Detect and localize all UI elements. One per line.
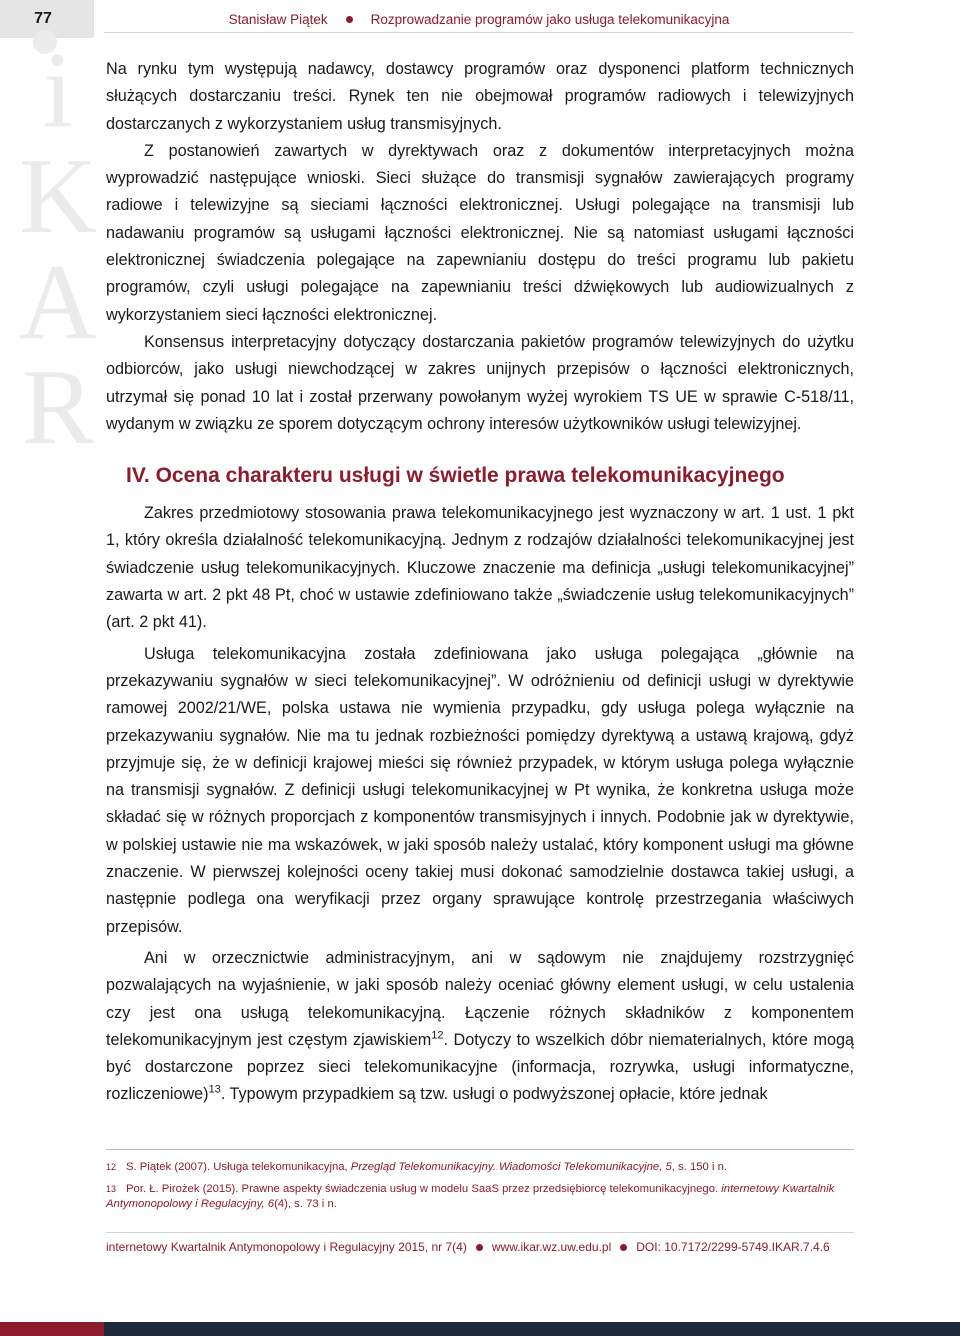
paragraph-6-part-b: . Dotyczy to wszelkich dóbr niematerialnych, które mogą być dostarczone poprzez sieci telekomunikacyjne (informacja, rozrywka, usługi informatyczne, rozliczeniowe) (106, 1030, 854, 1104)
paragraph-5: Usługa telekomunikacyjna została zdefiniowana jako usługa polegająca „głównie na przekazywaniu sygnałów w sieci telekomunikacyjnej”. W odróżnieniu od definicji usługi w dyrektywie ramowej 2002/21/WE, polska ustawa nie wymienia przypadku, gdy usługa polega wyłącznie na przekazywaniu sygnałów. Nie ma tu jednak rozbieżności pomiędzy dyrektywą a ustawą krajową, gdyż przyjmuje się, że w definicji krajowej mieści się również przypadek, w którym usługa polega wyłącznie na transmisji sygnałów. Z definicji usługi telekomunikacyjnej w Pt wynika, że konkretna usługa może składać się w różnych proporcjach z komponentów transmisyjnych i innych. Podobnie jak w dyrektywie, w polskiej ustawie nie ma wskazówek, w jaki sposób należy ustalać, który komponent usługi ma główne znaczenie. W pierwszej kolejności oceny takiej musi dokonać samodzielnie dostawca takiej usługi, a następnie podlega ona weryfikacji przez organy sprawujące kontrolę przestrzegania właściwych przepisów. (106, 644, 854, 936)
footnote-source: Przegląd Telekomunikacyjny. Wiadomości Telekomunikacyjne, 5 (350, 1161, 672, 1173)
section-heading: IV. Ocena charakteru usługi w świetle prawa telekomunikacyjnego (126, 464, 785, 488)
header-author: Stanisław Piątek (228, 12, 328, 27)
footnotes (106, 1160, 854, 1219)
footnote-number: 13 (106, 1184, 117, 1194)
header-rule (104, 32, 854, 33)
footnote-source: internetowy Kwartalnik Antymonopolowy i Regulacyjny, 6 (106, 1183, 835, 1210)
footnote-rule (106, 1149, 854, 1150)
footnote-pages: , s. 150 i n. (671, 1161, 728, 1173)
sidebar-letter-r: R (21, 348, 95, 468)
footer-rule (106, 1232, 854, 1233)
main-text (106, 56, 854, 1109)
footnote-text: Por. Ł. Pirożek (2015). Prawne aspekty świadczenia usług w modelu SaaS przez przedsiębiorcę telekomunikacyjnego. (126, 1183, 722, 1195)
bottom-bar-navy (104, 1322, 960, 1336)
footer-journal: internetowy Kwartalnik Antymonopolowy i Regulacyjny 2015, nr 7(4) (106, 1240, 467, 1254)
sidebar-letter-k: K (19, 136, 97, 256)
footnote-text: S. Piątek (2007). Usługa telekomunikacyjna, (126, 1161, 351, 1173)
ikar-sidebar-logo (18, 30, 98, 468)
header-bullet (346, 16, 353, 23)
sidebar-letter-a: A (19, 242, 97, 362)
footer-bullet (620, 1244, 627, 1251)
footer-doi[interactable]: DOI: 10.7172/2299-5749.IKAR.7.4.6 (636, 1240, 830, 1254)
bottom-bar-accent (0, 1322, 104, 1336)
paragraph-1: Na rynku tym występują nadawcy, dostawcy programów oraz dysponenci platform technicznych służących dostarczaniu treści. Rynek ten nie obejmował programów radiowych i telewizyjnych dostarczanych z wykorzystaniem usług transmisyjnych. (106, 60, 854, 133)
paragraph-6 (106, 945, 854, 1109)
running-header (104, 12, 854, 27)
sidebar-letter-i: i (42, 31, 73, 150)
paragraph-2: Z postanowień zawartych w dyrektywach oraz z dokumentów interpretacyjnych można wyprowadzić następujące wnioski. Sieci służące do transmisji sygnałów zawierających programy radiowe i telewizyjne są sieciami łączności elektronicznej. Usługi polegające na transmisji lub nadawaniu programów są usługami łączności elektronicznej. Nie są natomiast usługami łączności elektronicznej świadczenia polegające na zapewnianiu dostępu do treści programu lub pakietu programów, czyli usługi polegające na zapewnianiu treści dźwiękowych lub audiowizualnych z wykorzystaniem sieci łączności elektronicznej. (106, 141, 854, 324)
page-number: 77 (34, 10, 52, 27)
footnote-13 (106, 1182, 854, 1212)
footnote-ref-12[interactable]: 12 (431, 1029, 444, 1042)
footnote-12 (106, 1160, 854, 1175)
page-footer (106, 1240, 854, 1254)
footer-bullet (476, 1244, 483, 1251)
footnote-number: 12 (106, 1162, 117, 1172)
paragraph-6-part-a: Ani w orzecznictwie administracyjnym, ani w sądowym nie znajdujemy rozstrzygnięć pozwalających na wyjaśnienie, w jaki sposób należy oceniać główny element usługi, w celu ustalenia czy jest ona usługą telekomunikacyjną. Łączenie różnych składników z komponentem telekomunikacyjnym jest częstym zjawiskiem (106, 948, 854, 1049)
paragraph-4: Zakres przedmiotowy stosowania prawa telekomunikacyjnego jest wyznaczony w art. 1 ust. 1 pkt 1, który określa działalność telekomunikacyjną. Jednym z rodzajów działalności telekomunikacyjnej jest świadczenie usług telekomunikacyjnych. Kluczowe znaczenie ma definicja „usługi telekomunikacyjnej” zawarta w art. 2 pkt 48 Pt, choć w ustawie zdefiniowano także „świadczenie usług telekomunikacyjnych” (art. 2 pkt 41). (106, 504, 854, 632)
footnote-ref-13[interactable]: 13 (208, 1084, 221, 1096)
footer-url-link[interactable]: www.ikar.wz.uw.edu.pl (491, 1240, 612, 1254)
paragraph-3: Konsensus interpretacyjny dotyczący dostarczania pakietów programów telewizyjnych do użytku odbiorców, jako usługi niewchodzącej w zakres unijnych przepisów o łączności elektronicznych, utrzymał się ponad 10 lat i został przerwany powołanym wyżej wyrokiem TS UE w sprawie C-518/11, wydanym w związku ze sporem dotyczącym ochrony interesów użytkowników usługi telewizyjnej. (106, 332, 854, 433)
footnote-pages: (4), s. 73 i n. (274, 1198, 337, 1210)
paragraph-6-part-c: . Typowym przypadkiem są tzw. usługi o podwyższonej opłacie, które jednak (220, 1085, 768, 1104)
header-title: Rozprowadzanie programów jako usługa telekomunikacyjna (370, 12, 730, 27)
